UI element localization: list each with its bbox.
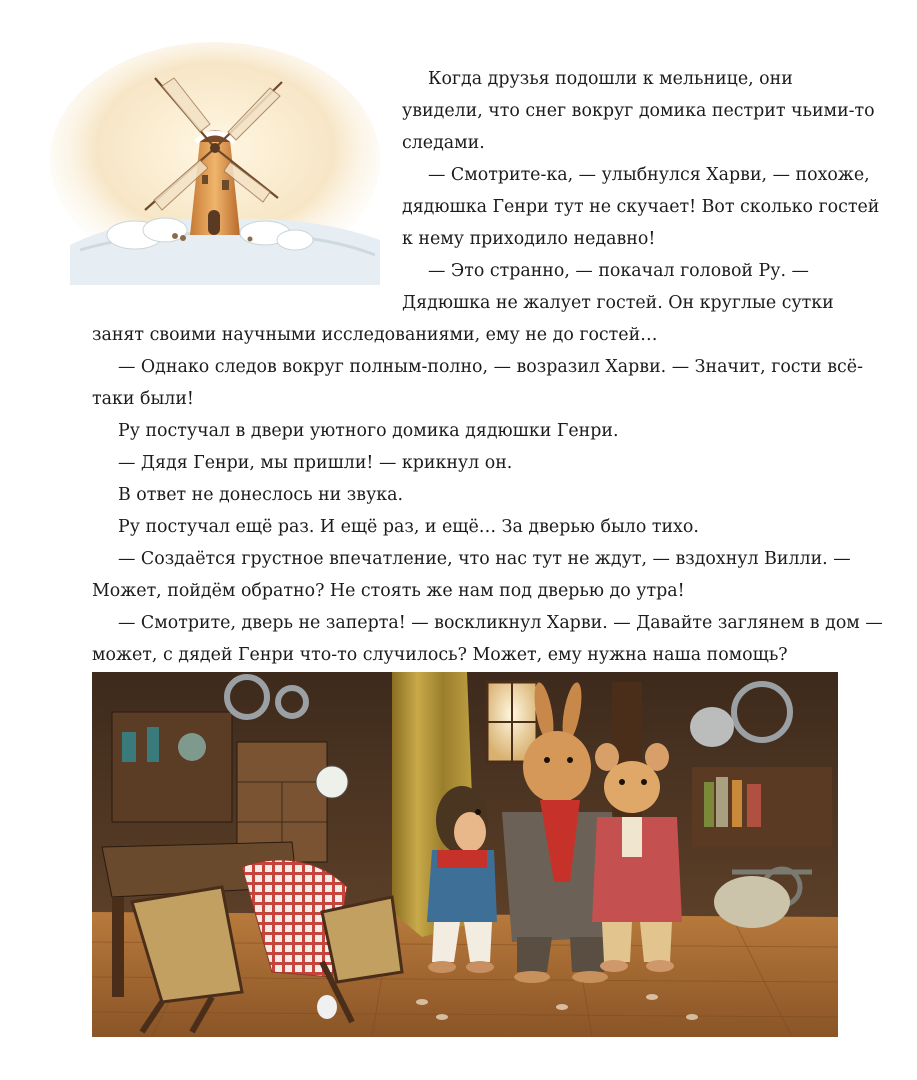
story-line: Когда друзья подошли к мельнице, они	[428, 69, 793, 89]
story-line: — Дядя Генри, мы пришли! — крикнул он.	[118, 453, 513, 473]
story-line: — Смотрите-ка, — улыбнулся Харви, — похоже,	[428, 165, 870, 185]
windmill-illustration	[50, 40, 390, 285]
story-line: может, с дядей Генри что-то случилось? Может, ему нужна наша помощь?	[92, 645, 788, 665]
story-line: Может, пойдём обратно? Не стоять же нам под дверью до утра!	[92, 581, 685, 601]
story-line: — Однако следов вокруг полным-полно, — возразил Харви. — Значит, гости всё-	[118, 357, 863, 377]
story-line: Ру постучал ещё раз. И ещё раз, и ещё… За дверью было тихо.	[118, 517, 699, 537]
story-line: Дядюшка не жалует гостей. Он круглые сутки	[402, 293, 834, 313]
story-line: — Создаётся грустное впечатление, что нас тут не ждут, — вздохнул Вилли. —	[118, 549, 851, 569]
story-line: таки были!	[92, 389, 194, 409]
interior-illustration	[92, 672, 838, 1037]
story-line: увидели, что снег вокруг домика пестрит чьими-то	[402, 101, 875, 121]
story-line: к нему приходило недавно!	[402, 229, 656, 249]
story-line: занят своими научными исследованиями, ему не до гостей…	[92, 325, 658, 345]
story-line: Ру постучал в двери уютного домика дядюшки Генри.	[118, 421, 619, 441]
story-line: дядюшка Генри тут не скучает! Вот сколько гостей	[402, 197, 880, 217]
story-line: — Смотрите, дверь не заперта! — воскликнул Харви. — Давайте заглянем в дом —	[118, 613, 883, 633]
story-line: В ответ не донеслось ни звука.	[118, 485, 404, 505]
story-line: следами.	[402, 133, 485, 153]
story-line: — Это странно, — покачал головой Ру. —	[428, 261, 809, 281]
